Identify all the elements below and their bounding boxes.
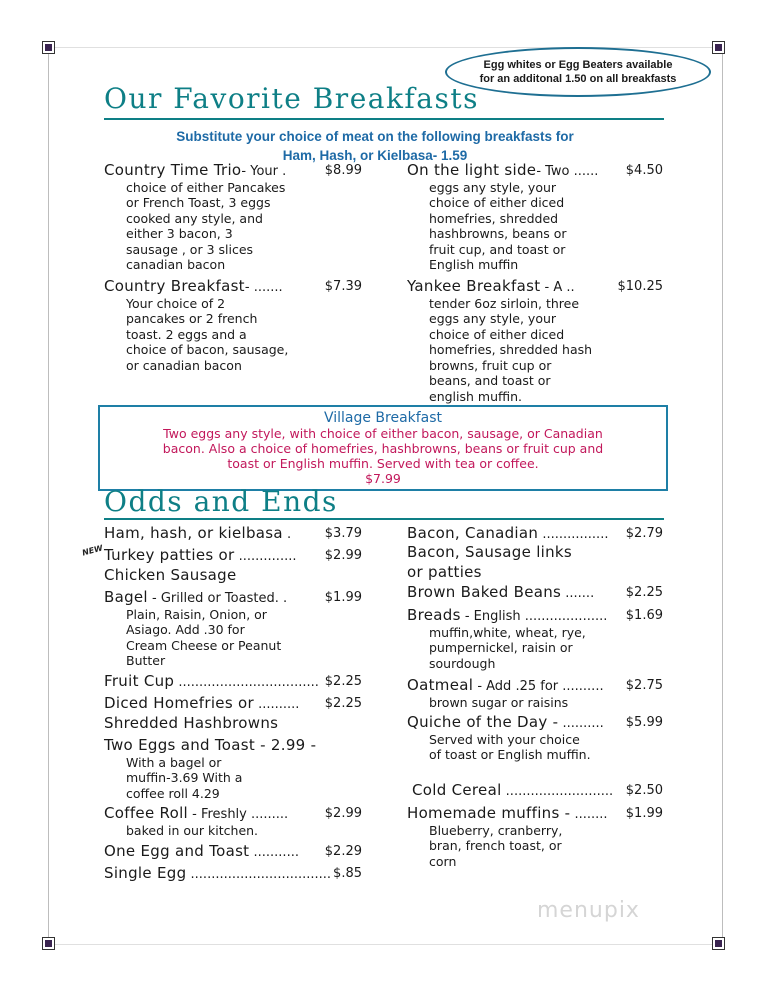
menu-item	[104, 526, 362, 543]
item-price: $2.50	[625, 783, 663, 798]
item-desc: either 3 bacon, 3	[126, 226, 233, 241]
item-desc: english muffin.	[429, 388, 522, 404]
village-desc: bacon. Also a choice of homefries, hashbrowns, beans or fruit cup and	[162, 441, 604, 456]
item-name: Bacon, Canadian	[407, 524, 539, 542]
item-lead: ..............	[234, 549, 297, 564]
item-name: Fruit Cup	[104, 672, 175, 690]
item-desc: corn	[429, 853, 457, 869]
corner-ornament	[42, 937, 55, 950]
callout-line: Egg whites or Egg Beaters available	[483, 59, 673, 71]
item-desc: Asiago. Add .30 for	[126, 622, 245, 637]
item-lead: - A ..	[540, 280, 575, 295]
item-name: Country Breakfast	[104, 277, 245, 295]
title-rule	[104, 518, 664, 520]
item-lead: ..........	[558, 716, 604, 731]
item-name: Homemade muffins -	[407, 804, 571, 822]
menu-item	[104, 279, 362, 373]
item-lead: .......	[561, 586, 595, 601]
item-desc: baked in our kitchen.	[126, 822, 259, 838]
item-desc: muffin,white, wheat, rye,	[429, 624, 586, 640]
item-lead: ...........	[249, 845, 299, 860]
menu-item	[104, 844, 362, 861]
menu-item	[407, 163, 663, 273]
item-name: Chicken Sausage	[104, 565, 237, 584]
item-name: Ham, hash, or kielbasa	[104, 524, 283, 542]
item-desc: canadian bacon	[126, 257, 226, 272]
item-price: $8.99	[324, 163, 362, 178]
village-desc: toast or English muffin. Served with tea or coffee.	[227, 456, 539, 471]
item-desc: English muffin	[429, 257, 519, 272]
menu-item	[407, 545, 663, 580]
menu-item	[104, 806, 362, 838]
new-badge: NEW	[81, 543, 104, 558]
menu-item	[407, 678, 663, 710]
item-price: $.85	[333, 866, 362, 881]
menu-item	[407, 806, 663, 869]
item-name: Brown Baked Beans	[407, 583, 562, 601]
item-desc: Served with your choice	[429, 731, 580, 747]
item-desc: sausage , or 3 slices	[126, 241, 254, 257]
item-price: $2.29	[324, 844, 362, 859]
item-desc: Blueberry, cranberry,	[429, 822, 563, 838]
item-lead: ..................................	[186, 867, 332, 882]
item-desc: coffee roll 4.29	[126, 785, 220, 801]
menu-item	[407, 279, 663, 404]
item-lead: - Grilled or Toasted. .	[147, 591, 288, 606]
menu-item	[407, 715, 663, 763]
substitute-note-2: Ham, Hash, or Kielbasa- 1.59	[282, 148, 468, 163]
odds-title: Odds and Ends	[104, 485, 338, 518]
item-desc: homefries, shredded hash	[429, 342, 593, 357]
item-price: $1.99	[324, 590, 362, 605]
item-price: $1.99	[625, 806, 663, 821]
item-price: $4.50	[625, 163, 663, 178]
village-desc: Two eggs any style, with choice of either bacon, sausage, or Canadian	[163, 426, 603, 441]
item-lead: - Two ......	[536, 164, 599, 179]
menu-item	[104, 696, 362, 731]
item-lead: ........	[570, 807, 608, 822]
item-price: $2.75	[625, 678, 663, 693]
item-lead: ..........................	[501, 784, 614, 799]
item-price: $5.99	[625, 715, 663, 730]
item-lead: ..........	[253, 697, 300, 712]
item-desc: beans, and toast or	[429, 373, 551, 388]
item-desc: or French Toast, 3 eggs	[126, 195, 271, 210]
item-lead: - Add .25 for ..........	[473, 679, 604, 694]
item-lead: ................	[538, 527, 609, 542]
item-price: $2.99	[324, 548, 362, 563]
item-desc: brown sugar or raisins	[429, 694, 569, 710]
item-desc: Cream Cheese or Peanut	[126, 637, 282, 653]
item-name: Breads	[407, 606, 461, 624]
item-name: Turkey patties or	[104, 546, 235, 564]
item-name: Country Time Trio	[104, 161, 242, 179]
item-lead: .	[282, 527, 292, 542]
item-desc: of toast or English muffin.	[429, 747, 591, 762]
menu-item	[104, 866, 362, 883]
item-name: Shredded Hashbrowns	[104, 713, 279, 732]
menu-item	[104, 674, 362, 691]
item-lead: - English ....................	[460, 609, 608, 624]
item-name: On the light side	[407, 161, 537, 179]
village-price: $7.99	[365, 471, 401, 486]
breakfasts-title: Our Favorite Breakfasts	[104, 82, 479, 115]
item-name: or patties	[407, 562, 482, 581]
item-desc: muffin-3.69 With a	[126, 770, 243, 785]
item-desc: choice of either diced	[429, 326, 565, 342]
item-name: Quiche of the Day -	[407, 713, 559, 731]
item-lead: - Freshly .........	[188, 807, 289, 822]
item-desc: eggs any style, your	[429, 311, 557, 326]
item-desc: sourdough	[429, 655, 496, 671]
item-name: Oatmeal	[407, 676, 474, 694]
item-desc: browns, fruit cup or	[429, 357, 552, 373]
item-desc: eggs any style, your	[429, 179, 557, 195]
item-desc: pumpernickel, raisin or	[429, 640, 573, 655]
item-lead: - Your .	[241, 164, 287, 179]
item-name: Two Eggs and Toast - 2.99 -	[104, 736, 317, 754]
menu-item	[412, 783, 663, 800]
item-name: One Egg and Toast	[104, 842, 250, 860]
corner-ornament	[712, 937, 725, 950]
watermark: menupix	[537, 898, 640, 923]
item-desc: With a bagel or	[126, 754, 222, 770]
item-desc: choice of either Pancakes	[126, 179, 286, 195]
menu-item	[407, 585, 663, 602]
menu-item	[104, 163, 362, 273]
item-desc: Your choice of 2	[126, 295, 226, 311]
egg-whites-callout	[445, 47, 711, 97]
item-price: $1.69	[625, 608, 663, 623]
item-desc: tender 6oz sirloin, three	[429, 295, 580, 311]
menu-item	[407, 526, 663, 543]
menu-item	[407, 608, 663, 671]
item-lead: ..................................	[174, 675, 319, 690]
item-name: Diced Homefries or	[104, 694, 254, 712]
item-desc: homefries, shredded	[429, 210, 559, 226]
item-desc: Butter	[126, 653, 166, 668]
item-lead: - .......	[244, 280, 283, 295]
item-price: $2.25	[324, 696, 362, 711]
item-price: $2.25	[625, 585, 663, 600]
corner-ornament	[712, 41, 725, 54]
item-price: $3.79	[324, 526, 362, 541]
item-desc: Plain, Raisin, Onion, or	[126, 606, 267, 622]
village-title: Village Breakfast	[323, 410, 443, 426]
item-desc: hashbrowns, beans or	[429, 226, 567, 241]
item-desc: cooked any style, and	[126, 210, 263, 226]
item-price: $2.99	[324, 806, 362, 821]
menu-item	[104, 738, 362, 801]
item-name: Bagel	[104, 588, 148, 606]
item-desc: choice of bacon, sausage,	[126, 342, 289, 357]
title-rule	[104, 118, 664, 120]
corner-ornament	[42, 41, 55, 54]
item-desc: bran, french toast, or	[429, 838, 562, 853]
item-price: $10.25	[617, 279, 663, 294]
substitute-note: Substitute your choice of meat on the following breakfasts for	[176, 129, 574, 144]
menu-item	[104, 548, 362, 583]
menu-item	[104, 590, 362, 669]
item-price: $2.25	[324, 674, 362, 689]
item-desc: or canadian bacon	[126, 357, 242, 373]
item-name: Coffee Roll	[104, 804, 188, 822]
item-price: $2.79	[625, 526, 663, 541]
village-breakfast-box	[98, 405, 668, 491]
item-name: Yankee Breakfast	[407, 277, 541, 295]
item-name: Bacon, Sausage links	[407, 543, 573, 561]
item-name: Cold Cereal	[412, 781, 502, 799]
item-desc: fruit cup, and toast or	[429, 241, 566, 257]
item-desc: toast. 2 eggs and a	[126, 326, 247, 342]
item-desc: choice of either diced	[429, 195, 565, 210]
callout-line: for an additonal 1.50 on all breakfasts	[479, 73, 677, 85]
item-desc: pancakes or 2 french	[126, 311, 258, 326]
item-name: Single Egg	[104, 864, 187, 882]
item-price: $7.39	[324, 279, 362, 294]
